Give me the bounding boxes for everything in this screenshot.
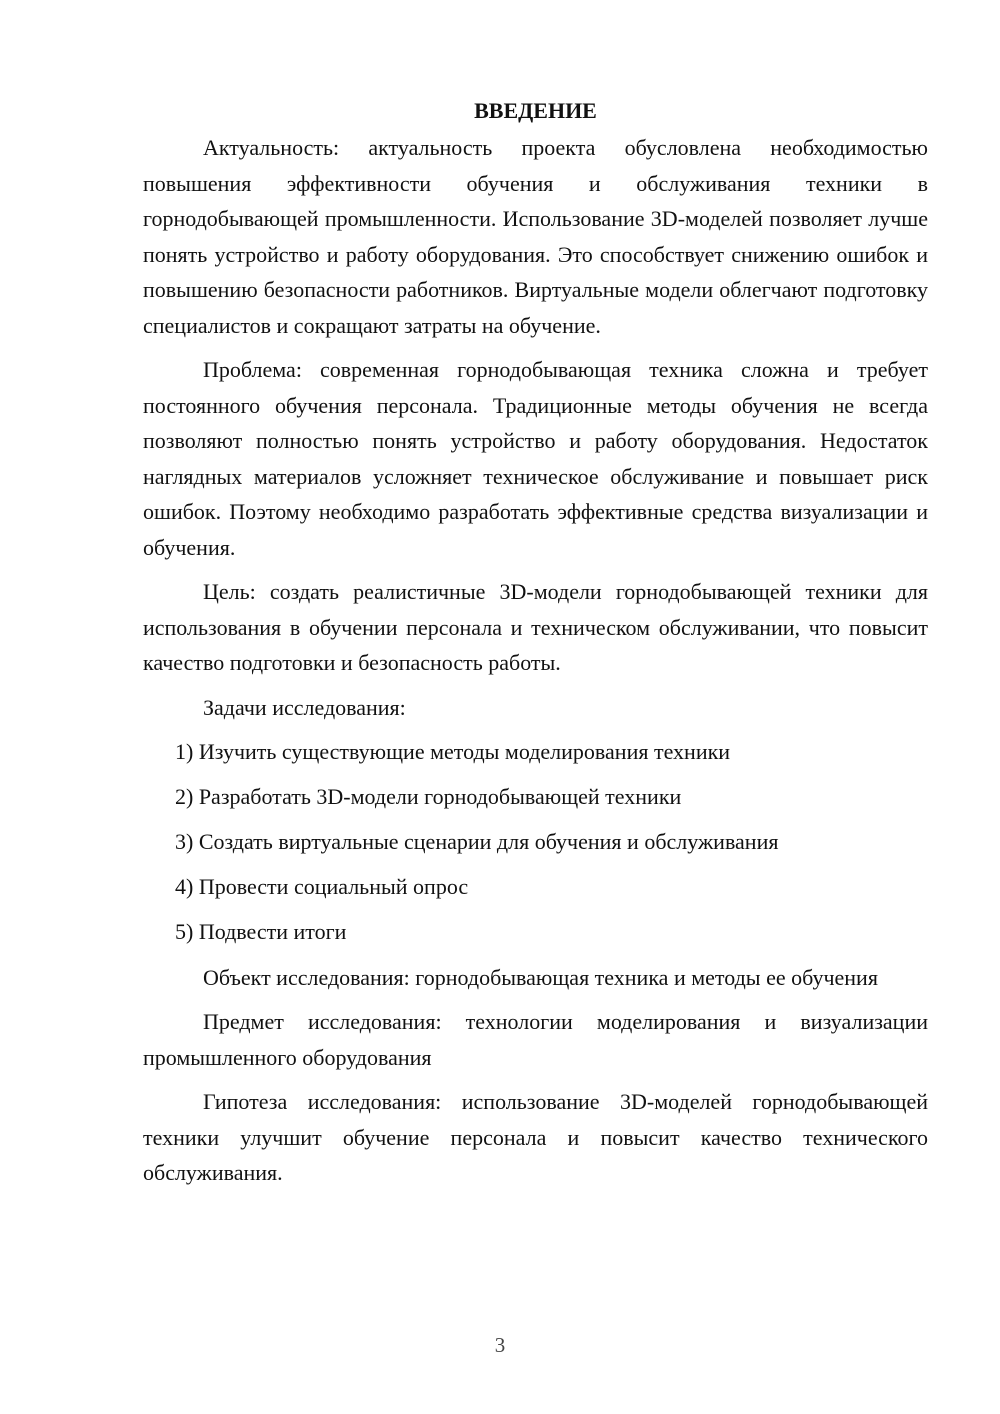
- paragraph-problem: Проблема: современная горнодобывающая техника сложна и требует постоянного обучения персонала. Традиционные методы обучения не всегда позволяют полностью понять устройство и работу оборудования. Недостаток наглядных материалов усложняет техническое обслуживание и повышает риск ошибок. Поэтому необходимо разработать эффективные средства визуализации и обучения.: [143, 357, 928, 560]
- tasks-heading: Задачи исследования:: [203, 694, 406, 720]
- paragraph-subject: Предмет исследования: технологии моделирования и визуализации промышленного оборудования: [143, 1009, 928, 1070]
- page-title: ВВЕДЕНИЕ: [474, 98, 597, 123]
- paragraph-relevance: Актуальность: актуальность проекта обусловлена необходимостью повышения эффективности обучения и обслуживания техники в горнодобывающей промышленности. Использование 3D-моделей позволяет лучше понять устройство и работу оборудования. Это способствует снижению ошибок и повышению безопасности работников. Виртуальные модели облегчают подготовку специалистов и сокращают затраты на обучение.: [143, 135, 928, 338]
- task-item: 1) Изучить существующие методы моделирования техники: [175, 739, 731, 764]
- page-content: [143, 96, 928, 1200]
- task-item: 3) Создать виртуальные сценарии для обучения и обслуживания: [175, 829, 779, 854]
- tasks-list: [143, 734, 928, 950]
- task-item: 4) Провести социальный опрос: [175, 874, 469, 899]
- paragraph-hypothesis: Гипотеза исследования: использование 3D-моделей горнодобывающей техники улучшит обучение персонала и повысит качество технического обслуживания.: [143, 1089, 928, 1185]
- paragraph-goal: Цель: создать реалистичные 3D-модели горнодобывающей техники для использования в обучении персонала и техническом обслуживании, что повысит качество подготовки и безопасность работы.: [143, 579, 928, 675]
- task-item: 5) Подвести итоги: [175, 919, 347, 944]
- task-item: 2) Разработать 3D-модели горнодобывающей техники: [175, 784, 682, 809]
- paragraph-object: Объект исследования: горнодобывающая техника и методы ее обучения: [203, 964, 878, 990]
- page-number: 3: [494, 1333, 506, 1357]
